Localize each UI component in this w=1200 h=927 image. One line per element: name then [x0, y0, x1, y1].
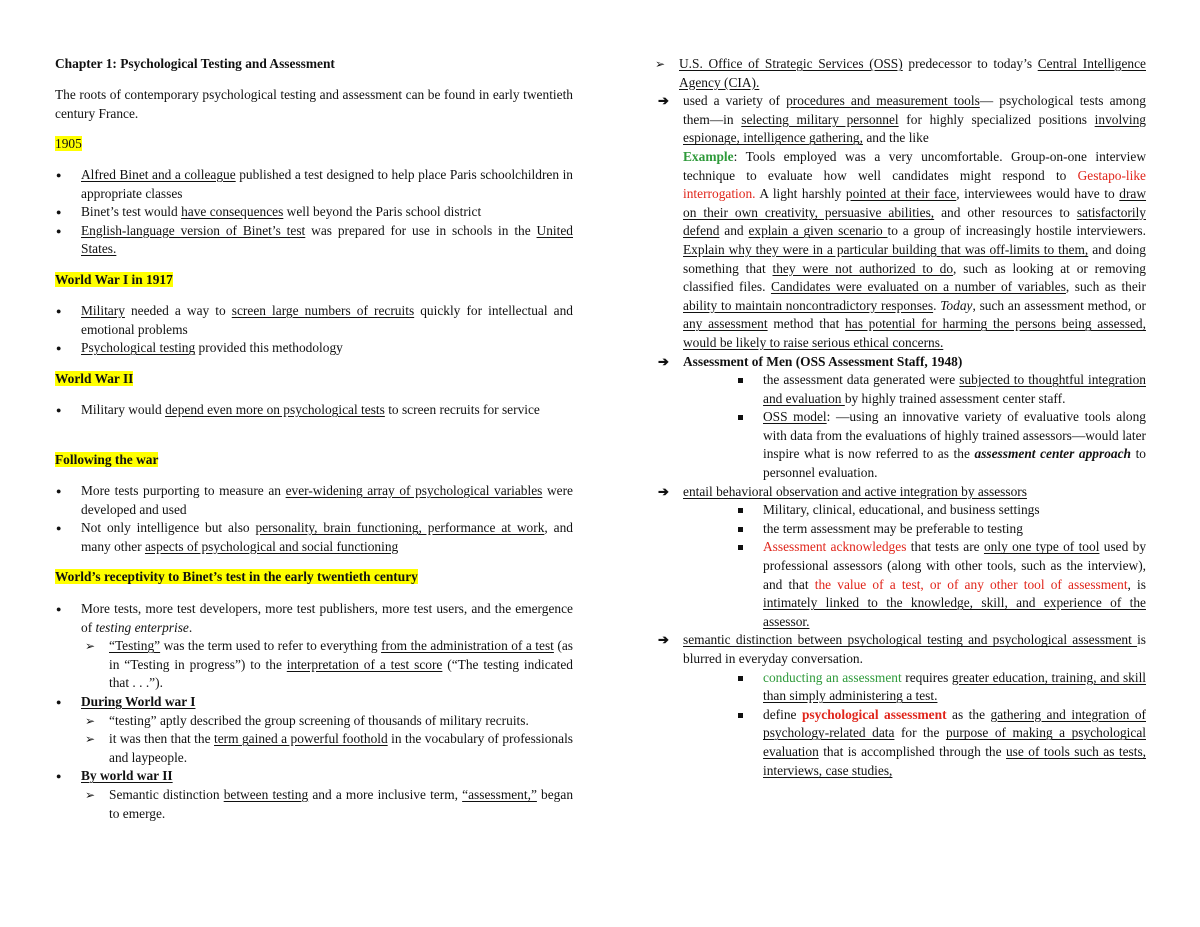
list-ww2 [55, 401, 573, 420]
assessment-of-men-heading: ➔ Assessment of Men (OSS Assessment Staff, 1948) [655, 353, 1146, 372]
list-ww1 [55, 302, 573, 358]
list-item: ● More tests purporting to measure an ever-widening array of psychological variables were developed and used [55, 482, 573, 519]
heading-ww2: World War II [55, 371, 134, 386]
semantic-distinction-item: ➔ semantic distinction between psychological testing and psychological assessment is blurred in everyday conversation. [655, 631, 1146, 668]
list-item: ● By world war II [55, 767, 573, 786]
list-item: OSS model: —using an innovative variety of evaluative tools along with data from the evaluations of highly trained assessors—would later inspire what is now referred to as the assessment center approach to personnel evaluation. [655, 408, 1146, 482]
oss-item: ➢ U.S. Office of Strategic Services (OSS) predecessor to today’s Central Intelligence Agency (CIA). [655, 55, 1146, 92]
heading-ww1: World War I in 1917 [55, 272, 173, 287]
list-item: conducting an assessment requires greater education, training, and skill than simply administering a test. [655, 669, 1146, 706]
list-item: ● Military needed a way to screen large numbers of recruits quickly for intellectual and emotional problems [55, 302, 573, 339]
list-subitem: ➢ “Testing” was the term used to refer to everything from the administration of a test (as in “Testing in progress”) to the interpretation of a test score (“The testing indicated that . . .”). [55, 637, 573, 693]
chapter-title: Chapter 1: Psychological Testing and Assessment [55, 56, 335, 71]
list-item: ● Binet’s test would have consequences well beyond the Paris school district [55, 203, 573, 222]
list-item: define psychological assessment as the gathering and integration of psychology-related data for the purpose of making a psychological evaluation that is accomplished through the use of tools such as tests, interviews, case studies, [655, 706, 1146, 780]
list-1905 [55, 166, 573, 259]
list-item: ● Psychological testing provided this methodology [55, 339, 573, 358]
list-following-war [55, 482, 573, 556]
list-subitem: ➢ Semantic distinction between testing and a more inclusive term, “assessment,” began to emerge. [55, 786, 573, 823]
arrow-item-tools: ➔ used a variety of procedures and measurement tools— psychological tests among them—in selecting military personnel for highly specialized positions involving espionage, intelligence gathering, and the like [655, 92, 1146, 148]
list-item: ● English-language version of Binet’s test was prepared for use in schools in the United States. [55, 222, 573, 259]
heading-receptivity: World’s receptivity to Binet’s test in the early twentieth century [55, 569, 418, 584]
list-item: ● Not only intelligence but also personality, brain functioning, performance at work, and many other aspects of psychological and social functioning [55, 519, 573, 556]
list-item: ● During World war I [55, 693, 573, 712]
right-content [655, 55, 1146, 780]
list-item: ● More tests, more test developers, more test publishers, more test users, and the emergence of testing enterprise. [55, 600, 573, 637]
list-item: ● Alfred Binet and a colleague published a test designed to help place Paris schoolchildren in appropriate classes [55, 166, 573, 203]
heading-following-war: Following the war [55, 452, 159, 467]
list-item: Assessment acknowledges that tests are only one type of tool used by professional assessors (along with other tools, such as the interview), and that the value of a test, or of any other tool of assessment, is intimately linked to the knowledge, skill, and experience of the assessor. [655, 538, 1146, 631]
example-paragraph: Example: Tools employed was a very uncomfortable. Group-on-one interview technique to evaluate how well candidates might respond to Gestapo-like interrogation. A light harshly pointed at their face, interviewees would have to draw on their own creativity, persuasive abilities, and other resources to satisfactorily defend and explain a given scenario to a group of increasingly hostile interviewers. Explain why they were in a particular building that was off-limits to them, and doing something that they were not authorized to do, such as looking at or removing classified files. Candidates were evaluated on a number of variables, such as their ability to maintain noncontradictory responses. Today, such an assessment method, or any assessment method that has potential for harming the persons being assessed, would be likely to raise serious ethical concerns. [683, 148, 1147, 350]
list-item: the assessment data generated were subjected to thoughtful integration and evaluation by highly trained assessment center staff. [655, 371, 1146, 408]
list-subitem: ➢ “testing” aptly described the group screening of thousands of military recruits. [55, 712, 573, 731]
heading-1905: 1905 [55, 136, 82, 151]
list-subitem: ➢ it was then that the term gained a powerful foothold in the vocabulary of professionals and laypeople. [55, 730, 573, 767]
behavioral-observation-heading: ➔ entail behavioral observation and active integration by assessors [655, 483, 1146, 502]
list-item: Military, clinical, educational, and business settings [655, 501, 1146, 520]
intro-paragraph: The roots of contemporary psychological testing and assessment can be found in early twentieth century France. [55, 87, 573, 121]
list-item: ● Military would depend even more on psychological tests to screen recruits for service [55, 401, 573, 420]
list-item: the term assessment may be preferable to testing [655, 520, 1146, 539]
list-receptivity [55, 600, 573, 823]
